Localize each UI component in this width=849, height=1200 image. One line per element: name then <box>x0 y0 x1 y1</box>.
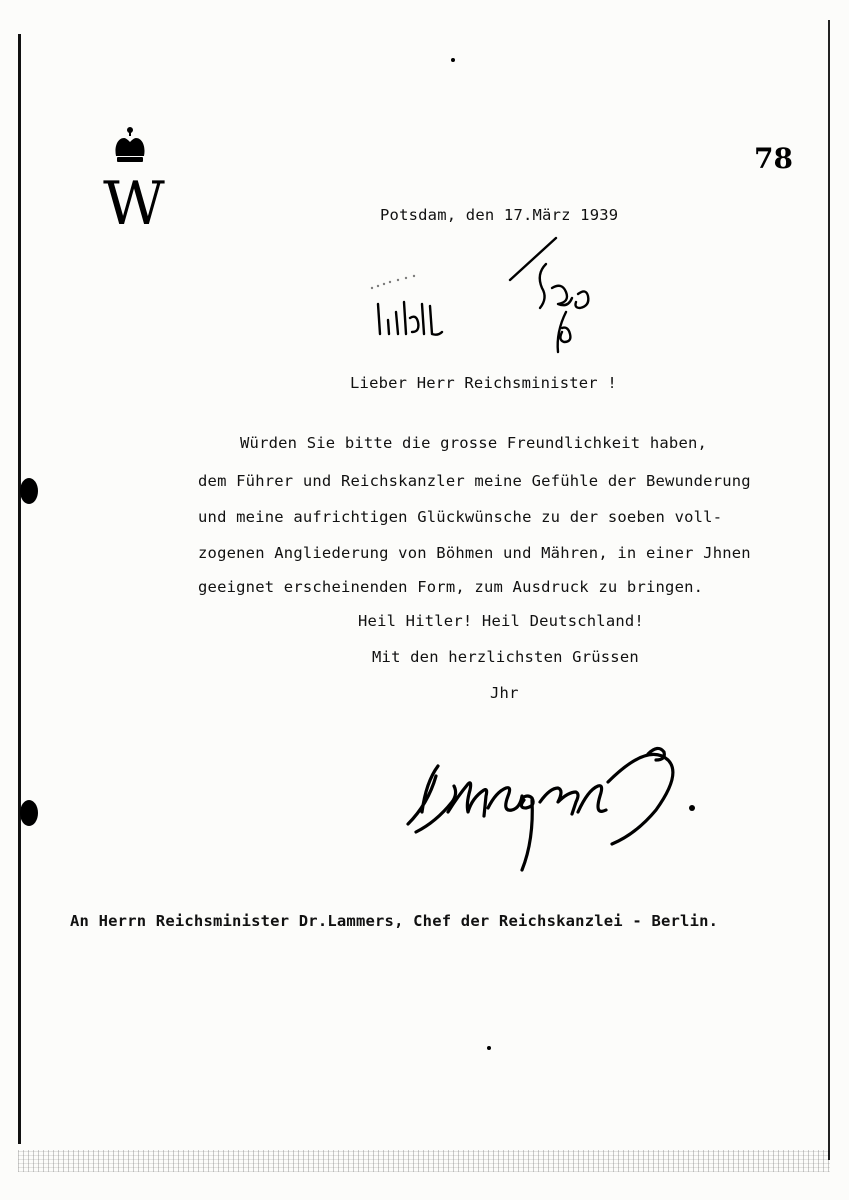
svg-text:W: W <box>103 169 165 239</box>
scan-noise-strip <box>18 1150 830 1172</box>
body-line: zogenen Angliederung von Böhmen und Mähren, in einer Jhnen <box>198 544 751 562</box>
crown-icon <box>110 126 150 166</box>
scan-speck <box>487 1046 491 1050</box>
handwritten-annotation <box>360 232 620 362</box>
body-line: geeignet erscheinenden Form, zum Ausdruck zu bringen. <box>198 578 704 596</box>
signature <box>402 742 702 872</box>
salutation: Lieber Herr Reichsminister ! <box>350 374 617 392</box>
left-edge-line <box>18 34 21 1144</box>
address-line: An Herrn Reichsminister Dr.Lammers, Chef der Reichskanzlei - Berlin. <box>70 912 719 930</box>
date-line: Potsdam, den 17.März 1939 <box>380 206 619 224</box>
punch-hole-bottom <box>20 800 38 826</box>
punch-hole-top <box>20 478 38 504</box>
closing-line: Heil Hitler! Heil Deutschland! <box>358 612 644 630</box>
scan-speck <box>451 58 455 62</box>
monogram-w <box>103 169 165 239</box>
body-line: und meine aufrichtigen Glückwünsche zu der soeben voll- <box>198 508 723 526</box>
page-number: 78 <box>754 142 793 175</box>
closing-line: Mit den herzlichsten Grüssen <box>372 648 639 666</box>
closing-line: Jhr <box>490 684 519 702</box>
right-edge-line <box>828 20 830 1160</box>
body-line: dem Führer und Reichskanzler meine Gefühle der Bewunderung <box>198 472 751 490</box>
body-line: Würden Sie bitte die grosse Freundlichkeit haben, <box>240 434 708 452</box>
